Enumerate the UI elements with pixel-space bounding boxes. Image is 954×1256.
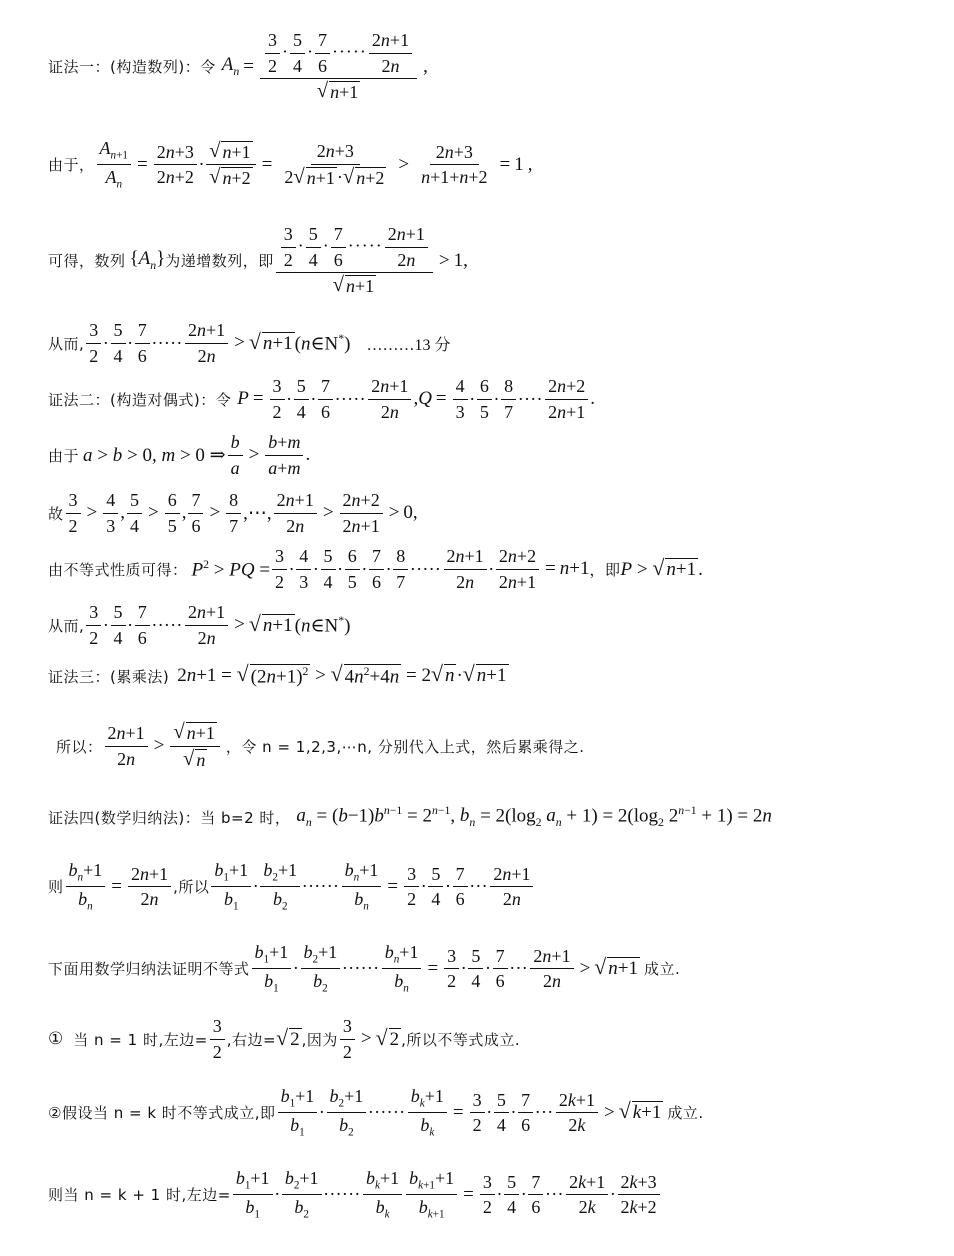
proof3-label: 证法三：(累乘法) [48, 667, 170, 686]
lead-text: 从而, [48, 616, 85, 635]
lead-text: 下面用数学归纳法证明不等式 [48, 960, 250, 979]
proof2-label: 证法二：(构造对偶式)：令 [48, 390, 232, 409]
proof4-line2: 则 $\frac{b_n+1}{b_n}$ = $\frac{2n+1}{2n}$ ,所以 $\frac{b_1+1}{b_1}$ · $\frac{b_2+1}{b_2}$ ······ $\frac{b_n+1}{b_n}$ = $\frac{3}{2}$ · $\frac{5}{4}$ · $\frac{7}{6}$ ··· $\frac{2n+1}{2n}$ [48, 860, 535, 914]
tail-text: ,所以不等式成立. [401, 1030, 521, 1049]
lead-text: 故 [48, 504, 64, 523]
lead-text: 则 [48, 878, 64, 897]
lead-text: 从而, [48, 334, 85, 353]
formula-fraction: $\frac{3}{2}$ · $\frac{5}{4}$ · $\frac{7}{6}$ ····· $\frac{2n+1}{2n}$ √ n+1 [260, 30, 417, 103]
step-marker: ① [48, 1029, 64, 1050]
lead-text: 所以： [56, 737, 103, 756]
proof2-line5: 从而, $\frac{3}{2}$ · $\frac{5}{4}$ · $\frac{7}{6}$ ····· $\frac{2n+1}{2n}$ > √ n+1 (n∈N*) [48, 602, 351, 648]
proof1-line2: 由于， $\frac{A_{n+1}}{A_n}$ = $\frac{2n+3}{2n+2}$ · √ n+1 √ n+2 = 2n+3 2 √ n+1 · √ n+2 > $\frac{2n+3}{n+1+n+2}$ = 1 , [48, 138, 533, 192]
proof1-line4: 从而, $\frac{3}{2}$ · $\frac{5}{4}$ · $\frac{7}{6}$ ····· $\frac{2n+1}{2n}$ > √ n+1 (n∈N*) ………13 分 [48, 320, 451, 366]
proof2-line3: 故 $\frac{3}{2}$ > $\frac{4}{3}$ , $\frac{5}{4}$ > $\frac{6}{5}$ , $\frac{7}{6}$ > $\frac{8}{7}$ ,⋯, $\frac{2n+1}{2n}$ > $\frac{2n+2}{2n+1}$ > 0, [48, 490, 418, 536]
proof4-line3: 下面用数学归纳法证明不等式 $\frac{b_1+1}{b_1}$ · $\frac{b_2+1}{b_2}$ ······ $\frac{b_n+1}{b_n}$ = $\frac{3}{2}$ · $\frac{5}{4}$ · $\frac{7}{6}$ ··· $\frac{2n+1}{2n}$ > √ n+1 成立. [48, 942, 681, 996]
lead-text: 由于 [48, 446, 80, 465]
mid-text: ,右边= [226, 1030, 277, 1049]
proof1-line1: 证法一：(构造数列)：令 $A_n$ = $\frac{3}{2}$ · $\frac{5}{4}$ · $\frac{7}{6}$ ····· $\frac{2n+1}{2n}$ √ n+1 , [48, 30, 428, 103]
proof4-label: 证法四(数学归纳法)：当 b=2 时， [48, 808, 291, 827]
proof4-step3: 则当 n = k + 1 时,左边= $\frac{b_1+1}{b_1}$ · $\frac{b_2+1}{b_2}$ ······ $\frac{b_k+1}{b_k}$ $\frac{b_{k+1}+1}{b_{k+1}}$ = $\frac{3}{2}$ · $\frac{5}{4}$ · $\frac{7}{6}$ ··· $\frac{2k+1}{2k}$ · $\frac{2k+3}{2k+2}$ [48, 1168, 662, 1222]
score-note: ………13 分 [366, 336, 451, 354]
lead-text: 当 n = 1 时,左边= [73, 1030, 208, 1049]
lead-text: ②假设当 n = k 时不等式成立,即 [48, 1104, 276, 1123]
lead-text: 则当 n = k + 1 时,左边= [48, 1186, 231, 1205]
proof4-step2: ②假设当 n = k 时不等式成立,即 $\frac{b_1+1}{b_1}$ · $\frac{b_2+1}{b_2}$ ······ $\frac{b_k+1}{b_k}$ = $\frac{3}{2}$ · $\frac{5}{4}$ · $\frac{7}{6}$ ··· $\frac{2k+1}{2k}$ > √ k+1 成立. [48, 1086, 704, 1140]
mid-text: 为递增数列，即 [165, 252, 274, 271]
proof4-step1: ① 当 n = 1 时,左边= $\frac{3}{2}$ ,右边= √ 2 ,因为 $\frac{3}{2}$ > √ 2 ,所以不等式成立. [48, 1016, 521, 1062]
proof3-line2: 所以： $\frac{2n+1}{2n}$ > √ n+1 √ n ，令 n = 1,2,3,⋯n, 分别代入上式，然后累乘得之. [56, 721, 585, 770]
lead-text: 由于， [48, 156, 95, 175]
mid-text: ,因为 [301, 1030, 338, 1049]
proof3-line1: 证法三：(累乘法) 2n+1 = √ $(2n+1)^2$ > √ $4n^2+4n$ = 2 √ n · √ n+1 [48, 662, 507, 688]
mid-text: ，即 [589, 560, 621, 579]
proof1-line3: 可得，数列 $\{A_n\}$ 为递增数列，即 $\frac{3}{2}$ · $\frac{5}{4}$ · $\frac{7}{6}$ ····· $\frac{2n+1}{2n}$ √ n+1 > 1, [48, 224, 468, 297]
tail-text: ，令 n = 1,2,3,⋯n, 分别代入上式，然后累乘得之. [225, 737, 585, 756]
proof4-line1: 证法四(数学归纳法)：当 b=2 时， $a_n = (b-1)b^{n-1} = 2^{n-1}$, $b_n = 2(\log_2$ $a_n + 1) = 2(\log_2$ $2^{n-1} + 1) = 2n$ [48, 804, 772, 830]
proof2-line4: 由不等式性质可得： $P^2$ > PQ = $\frac{3}{2}$ · $\frac{4}{3}$ · $\frac{5}{4}$ · $\frac{6}{5}$ · $\frac{7}{6}$ · $\frac{8}{7}$ ····· $\frac{2n+1}{2n}$ · $\frac{2n+2}{2n+1}$ = n+1 ，即 P > √ n+1 . [48, 546, 703, 592]
tail-text: 成立. [644, 960, 681, 979]
tail-text: 成立. [667, 1104, 704, 1123]
proof2-line1: 证法二：(构造对偶式)：令 P = $\frac{3}{2}$ · $\frac{5}{4}$ · $\frac{7}{6}$ ····· $\frac{2n+1}{2n}$ , Q = $\frac{4}{3}$ · $\frac{6}{5}$ · $\frac{8}{7}$ ···· $\frac{2n+2}{2n+1}$ . [48, 376, 596, 422]
proof2-line2: 由于 a > b > 0, m > 0 ⇒ $\frac{b}{a}$ > $\frac{b+m}{a+m}$ . [48, 432, 311, 478]
lead-text: 可得，数列 [48, 252, 126, 271]
lead-text: 由不等式性质可得： [48, 560, 188, 579]
proof1-label: 证法一：(构造数列)：令 [48, 58, 216, 77]
math: $A_n$ [221, 54, 240, 78]
mid-text: ,所以 [173, 878, 210, 897]
